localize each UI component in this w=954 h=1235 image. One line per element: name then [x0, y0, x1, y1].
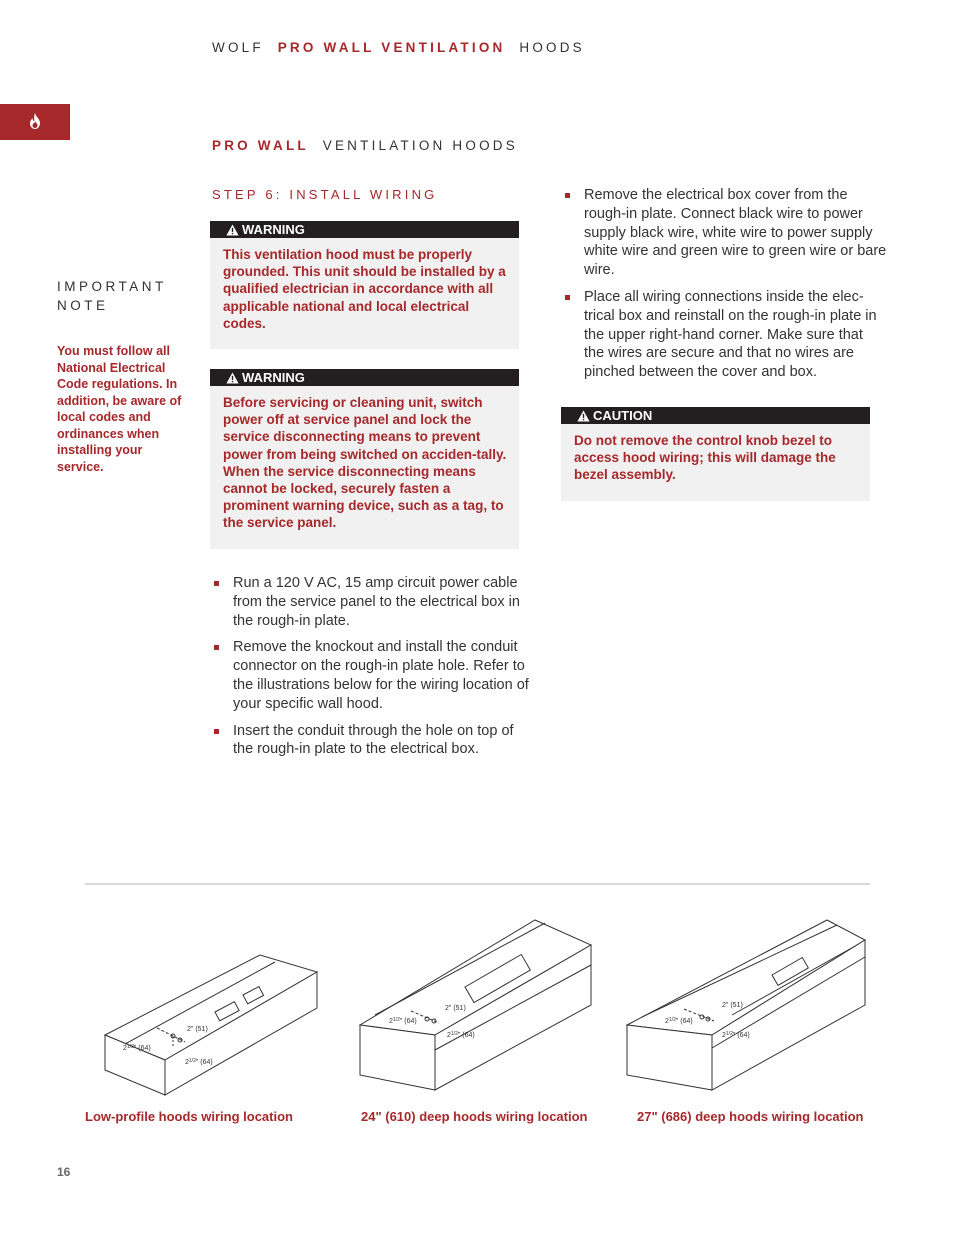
- caution-label: CAUTION: [593, 408, 653, 423]
- important-note-label-line2: NOTE: [57, 298, 109, 313]
- warning-text: This ventilation hood must be properly grounded. This unit should be installed by a qualified electrician in accordance with all applicable national and local electrical codes.: [223, 247, 506, 331]
- caution-text: Do not remove the control knob bezel to access hood wiring; this will damage the bezel assembly.: [574, 433, 836, 483]
- warning-label: WARNING: [242, 222, 305, 237]
- list-item: Remove the knockout and install the conduit connector on the rough-in plate hole. Refer to the illustrations below for the wiring location of your specific wall hood.: [211, 638, 531, 713]
- dimension-label: 2" (51): [722, 1002, 743, 1009]
- dimension-label: 2" (51): [187, 1026, 208, 1033]
- list-item: Remove the electrical box cover from the rough-in plate. Connect black wire to power supply black wire, white wire to power supply white wire and green wire to green wire or bare wire.: [562, 186, 887, 280]
- right-instruction-list: [562, 186, 887, 390]
- header-title-bold: PRO WALL VENTILATION: [277, 40, 506, 55]
- 24-deep-hood-illustration: [355, 915, 595, 1095]
- figure-caption: 27" (686) deep hoods wiring location: [637, 1109, 864, 1124]
- dimension-label: $2^{1/2}$" (64): [389, 1017, 417, 1025]
- warning-box-2: [210, 369, 519, 549]
- important-note-label: [57, 277, 197, 315]
- figure-caption: Low-profile hoods wiring location: [85, 1109, 293, 1124]
- dimension-label: $2^{1/2}$" (64): [665, 1017, 693, 1025]
- dimension-label: 2" (51): [445, 1005, 466, 1012]
- 27-deep-hood-illustration: [622, 915, 872, 1095]
- warning-box-1: [210, 221, 519, 349]
- dimension-label: $2^{1/2}$" (64): [123, 1044, 151, 1052]
- header-title-rest: HOODS: [519, 40, 585, 55]
- dimension-label: $2^{1/2}$" (64): [722, 1031, 750, 1039]
- warning-text: Before servicing or cleaning unit, switch power off at service panel and lock the service disconnecting means to prevent power from being switched on acciden-tally. When the service disconnecting means cannot be locked, securely fasten a prominent warning device, such as a tag, to the service panel.: [223, 395, 507, 531]
- warning-label: WARNING: [242, 370, 305, 385]
- warning-triangle-icon: [226, 224, 239, 236]
- figure-caption: 24" (610) deep hoods wiring location: [361, 1109, 588, 1124]
- section-title-bold: PRO WALL: [212, 138, 309, 153]
- flame-icon: [29, 113, 41, 129]
- section-title: [212, 138, 518, 153]
- dimension-label: $2^{1/2}$" (64): [447, 1031, 475, 1039]
- divider: [85, 883, 870, 885]
- running-header: [212, 40, 585, 55]
- header-brand: WOLF: [212, 40, 264, 55]
- step-title: STEP 6: INSTALL WIRING: [212, 187, 438, 202]
- list-item: Place all wiring connections inside the elec-trical box and reinstall on the rough-in plate in the upper right-hand corner. Make sure that the wires are secure and that no wires are pinched between the cover and box.: [562, 288, 887, 382]
- dimension-label: $2^{1/2}$" (64): [185, 1058, 213, 1066]
- important-note-text: You must follow all National Electrical Code regulations. In addition, be aware of local codes and ordinances when installing your service.: [57, 344, 182, 474]
- section-tab: [0, 104, 70, 140]
- warning-header: [210, 369, 519, 386]
- low-profile-hood-illustration: [95, 940, 325, 1100]
- warning-header: [210, 221, 519, 238]
- important-note-label-line1: IMPORTANT: [57, 279, 167, 294]
- caution-box: [561, 407, 870, 501]
- warning-triangle-icon: [226, 372, 239, 384]
- list-item: Insert the conduit through the hole on top of the rough-in plate to the electrical box.: [211, 722, 531, 760]
- left-instruction-list: [211, 574, 531, 767]
- page-number: 16: [57, 1165, 71, 1179]
- section-title-rest: VENTILATION HOODS: [322, 138, 518, 153]
- caution-header: [561, 407, 870, 424]
- warning-triangle-icon: [577, 410, 590, 422]
- list-item: Run a 120 V AC, 15 amp circuit power cable from the service panel to the electrical box in the rough-in plate.: [211, 574, 531, 630]
